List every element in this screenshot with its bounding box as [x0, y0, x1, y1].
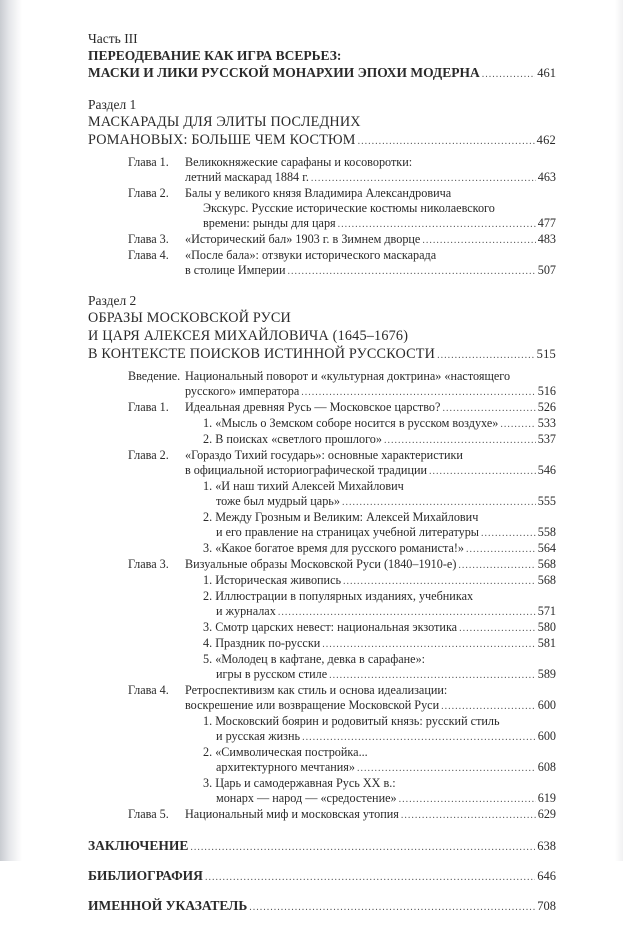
subsection-title: Московский боярин и родовитый князь: русский стиль: [215, 714, 500, 728]
subsection-title-cont: и его правление на страницах учебной литературы: [216, 525, 479, 539]
subsection-number: 1.: [203, 714, 213, 728]
leader-dots: [401, 808, 536, 823]
page-number: 507: [537, 263, 556, 277]
page-number: 568: [537, 557, 556, 571]
leader-dots: [466, 542, 536, 557]
toc-entry-subsection[interactable]: [185, 525, 556, 541]
page-number: 708: [537, 899, 556, 913]
chapter-title: Балы у великого князя Владимира Александровича: [185, 186, 452, 200]
toc-entry-subsection[interactable]: [185, 573, 556, 589]
section-title-line3: В КОНТЕКСТЕ ПОИСКОВ ИСТИННОЙ РУССКОСТИ: [88, 346, 436, 362]
subsection-title: «Символическая постройка...: [215, 745, 368, 759]
toc-entry-subsection[interactable]: [185, 432, 556, 448]
toc-entry-subsection[interactable]: [185, 416, 556, 432]
chapter-title: Визуальные образы Московской Руси (1840–1910-е): [185, 557, 457, 571]
chapter-label: Глава 4.: [128, 248, 169, 262]
toc-entry-part[interactable]: [88, 64, 556, 83]
toc-entry-subsection[interactable]: [185, 791, 556, 807]
page-number: 546: [537, 463, 556, 477]
bibliography-title: БИБЛИОГРАФИЯ: [88, 868, 203, 883]
page-number: 463: [537, 170, 556, 184]
toc-entry-subsection[interactable]: [185, 729, 556, 745]
part-title-line1: ПЕРЕОДЕВАНИЕ КАК ИГРА ВСЕРЬЕЗ:: [88, 48, 342, 63]
toc-entry-chapter[interactable]: [88, 232, 556, 248]
chapter-title-cont: летний маскарад 1884 г.: [185, 170, 309, 184]
page-number: 564: [537, 541, 556, 555]
end-matter: [88, 837, 556, 916]
subsection-number: 4.: [203, 636, 213, 650]
page-number: 555: [537, 494, 556, 508]
leader-dots: [358, 133, 535, 151]
section-label: Раздел 2: [88, 293, 137, 308]
introduction-title: Национальный поворот и «культурная доктрина» «настоящего: [185, 369, 511, 383]
page-number: 600: [537, 729, 556, 743]
page-number: 477: [537, 216, 556, 230]
chapter-label: Глава 2.: [128, 186, 169, 200]
leader-dots: [459, 621, 536, 636]
chapter-title-cont: в столице Империи: [185, 263, 286, 277]
page-number: 526: [537, 400, 556, 414]
toc-entry-chapter[interactable]: [88, 248, 556, 279]
leader-dots: [343, 574, 536, 589]
subsection-number: 2.: [203, 589, 213, 603]
subsection-number: 1.: [203, 479, 213, 493]
name-index-title: ИМЕННОЙ УКАЗАТЕЛЬ: [88, 898, 248, 913]
subsection-title: «И наш тихий Алексей Михайлович: [215, 479, 404, 493]
section-title-line1: ОБРАЗЫ МОСКОВСКОЙ РУСИ: [88, 310, 292, 326]
subsection-title-cont: и журналах: [216, 604, 276, 618]
subsection-number: 2.: [203, 510, 213, 524]
leader-dots: [329, 668, 536, 683]
leader-dots: [458, 558, 535, 573]
subsection-number: 2.: [203, 745, 213, 759]
introduction-label: Введение.: [128, 369, 181, 383]
chapter-label: Глава 5.: [128, 807, 169, 821]
subsection-title: Праздник по-русски: [215, 636, 321, 650]
chapter-title: Ретроспективизм как стиль и основа идеализации:: [185, 683, 448, 697]
leader-dots: [442, 401, 535, 416]
toc-entry-chapter[interactable]: [88, 557, 556, 683]
page-number: 462: [536, 133, 556, 147]
page-edge: [615, 0, 623, 861]
subsection-number: 3.: [203, 620, 213, 634]
section-title-line2: И ЦАРЯ АЛЕКСЕЯ МИХАЙЛОВИЧА (1645–1676): [88, 328, 409, 344]
page-number: 568: [537, 573, 556, 587]
subsection-title: В поисках «светлого прошлого»: [215, 432, 382, 446]
leader-dots: [384, 433, 536, 448]
subsection-number: 5.: [203, 652, 213, 666]
toc-entry-chapter[interactable]: [88, 186, 556, 232]
chapter-label: Глава 2.: [128, 448, 169, 462]
excursus-title: Экскурс. Русские исторические костюмы николаевского: [203, 201, 495, 215]
toc-entry-chapter[interactable]: [88, 400, 556, 448]
subsection-title: «Какое богатое время для русского романиста!»: [215, 541, 465, 555]
chapter-label: Глава 3.: [128, 232, 169, 246]
subsection-title: Историческая живопись: [215, 573, 342, 587]
leader-dots: [322, 637, 535, 652]
chapter-label: Глава 3.: [128, 557, 169, 571]
toc-entry-chapter[interactable]: [88, 448, 556, 557]
table-of-contents: [88, 31, 556, 927]
chapter-label: Глава 1.: [128, 155, 169, 169]
subsection-title-cont: тоже был мудрый царь»: [216, 494, 340, 508]
page-number: 461: [537, 66, 556, 80]
leader-dots: [481, 526, 536, 541]
leader-dots: [287, 264, 535, 279]
section-1: [88, 96, 556, 279]
page-number: 589: [537, 667, 556, 681]
chapter-title-cont: в официальной историографической традиции: [185, 463, 428, 477]
leader-dots: [338, 217, 536, 232]
part-title-line2: МАСКИ И ЛИКИ РУССКОЙ МОНАРХИИ ЭПОХИ МОДЕРНА: [88, 65, 480, 80]
toc-entry-chapter[interactable]: [88, 683, 556, 807]
leader-dots: [399, 792, 536, 807]
leader-dots: [437, 347, 535, 365]
book-binding-shadow: [0, 0, 22, 861]
leader-dots: [190, 839, 535, 856]
toc-entry-subsection[interactable]: [185, 636, 556, 652]
toc-entry-conclusion[interactable]: [88, 837, 556, 856]
page-number: 515: [536, 347, 556, 361]
chapter-label: Глава 4.: [128, 683, 169, 697]
introduction-title-cont: русского» императора: [185, 384, 300, 398]
chapter-title: Идеальная древняя Русь — Московское царство?: [185, 400, 441, 414]
page-number: 483: [537, 232, 556, 246]
page-number: 581: [537, 636, 556, 650]
chapter-label: Глава 1.: [128, 400, 169, 414]
toc-entry-subsection[interactable]: [185, 541, 556, 557]
leader-dots: [278, 605, 536, 620]
leader-dots: [357, 761, 536, 776]
section-label: Раздел 1: [88, 97, 137, 112]
page-number: 537: [537, 432, 556, 446]
subsection-number: 1.: [203, 573, 213, 587]
subsection-title: Царь и самодержавная Русь XX в.:: [215, 776, 396, 790]
conclusion-title: ЗАКЛЮЧЕНИЕ: [88, 838, 189, 853]
page-number: 571: [537, 604, 556, 618]
subsection-title-cont: архитектурного мечтания»: [216, 760, 355, 774]
subsection-title: Иллюстрации в популярных изданиях, учебниках: [215, 589, 474, 603]
page-number: 516: [537, 384, 556, 398]
chapter-title: Национальный миф и московская утопия: [185, 807, 399, 821]
subsection-number: 2.: [203, 432, 213, 446]
page-number: 638: [537, 839, 556, 853]
page-number: 580: [537, 620, 556, 634]
part-heading: [88, 31, 556, 83]
leader-dots: [301, 385, 535, 400]
subsection-number: 3.: [203, 776, 213, 790]
subsection-title: «Мысль о Земском соборе носится в русском воздухе»: [215, 416, 499, 430]
page-number: 629: [537, 807, 556, 821]
part-label: Часть III: [88, 31, 138, 46]
page-number: 600: [537, 698, 556, 712]
section-title-line2: РОМАНОВЫХ: БОЛЬШЕ ЧЕМ КОСТЮМ: [88, 132, 356, 148]
chapter-title: Великокняжеские сарафаны и косоворотки:: [185, 155, 413, 169]
toc-entry-bibliography[interactable]: [88, 867, 556, 886]
page-number: 619: [537, 791, 556, 805]
leader-dots: [422, 233, 535, 248]
excursus-title-cont: времени: рынды для царя: [203, 216, 336, 230]
toc-entry-section-2[interactable]: [88, 345, 556, 365]
toc-entry-chapter[interactable]: [88, 155, 556, 186]
toc-entry-chapter[interactable]: [88, 807, 556, 823]
chapter-title: «После бала»: отзвуки исторического маскарада: [185, 248, 437, 262]
leader-dots: [500, 417, 535, 432]
section-2: [88, 292, 556, 823]
leader-dots: [302, 730, 536, 745]
page-number: 558: [537, 525, 556, 539]
toc-entry-subsection[interactable]: [185, 620, 556, 636]
subsection-title-cont: и русская жизнь: [216, 729, 301, 743]
subsection-title: Смотр царских невест: национальная экзотика: [215, 620, 458, 634]
page-number: 533: [537, 416, 556, 430]
subsection-title: Между Грозным и Великим: Алексей Михайлович: [215, 510, 479, 524]
subsection-number: 1.: [203, 416, 213, 430]
chapter-title-cont: воскрешение или возвращение Московской Руси: [185, 698, 440, 712]
leader-dots: [441, 699, 536, 714]
toc-entry-name-index[interactable]: [88, 897, 556, 916]
toc-entry-introduction[interactable]: [88, 369, 556, 400]
leader-dots: [249, 899, 535, 916]
chapter-title: «Исторический бал» 1903 г. в Зимнем дворце: [185, 232, 421, 246]
chapter-title: «Гораздо Тихий государь»: основные характеристики: [185, 448, 463, 462]
subsection-title-cont: монарх — народ — «средостение»: [216, 791, 397, 805]
leader-dots: [482, 66, 536, 83]
toc-entry-subsection[interactable]: [185, 494, 556, 510]
leader-dots: [429, 464, 536, 479]
subsection-title: «Молодец в кафтане, девка в сарафане»:: [215, 652, 426, 666]
section-title-line1: МАСКАРАДЫ ДЛЯ ЭЛИТЫ ПОСЛЕДНИХ: [88, 114, 361, 130]
subsection-number: 3.: [203, 541, 213, 555]
toc-entry-subsection[interactable]: [185, 604, 556, 620]
subsection-title-cont: игры в русском стиле: [216, 667, 328, 681]
page-number: 646: [537, 869, 556, 883]
leader-dots: [311, 171, 536, 186]
page-number: 608: [537, 760, 556, 774]
toc-entry-subsection[interactable]: [185, 760, 556, 776]
toc-entry-subsection[interactable]: [185, 667, 556, 683]
leader-dots: [342, 495, 536, 510]
leader-dots: [205, 869, 535, 886]
toc-entry-section-1[interactable]: [88, 131, 556, 151]
